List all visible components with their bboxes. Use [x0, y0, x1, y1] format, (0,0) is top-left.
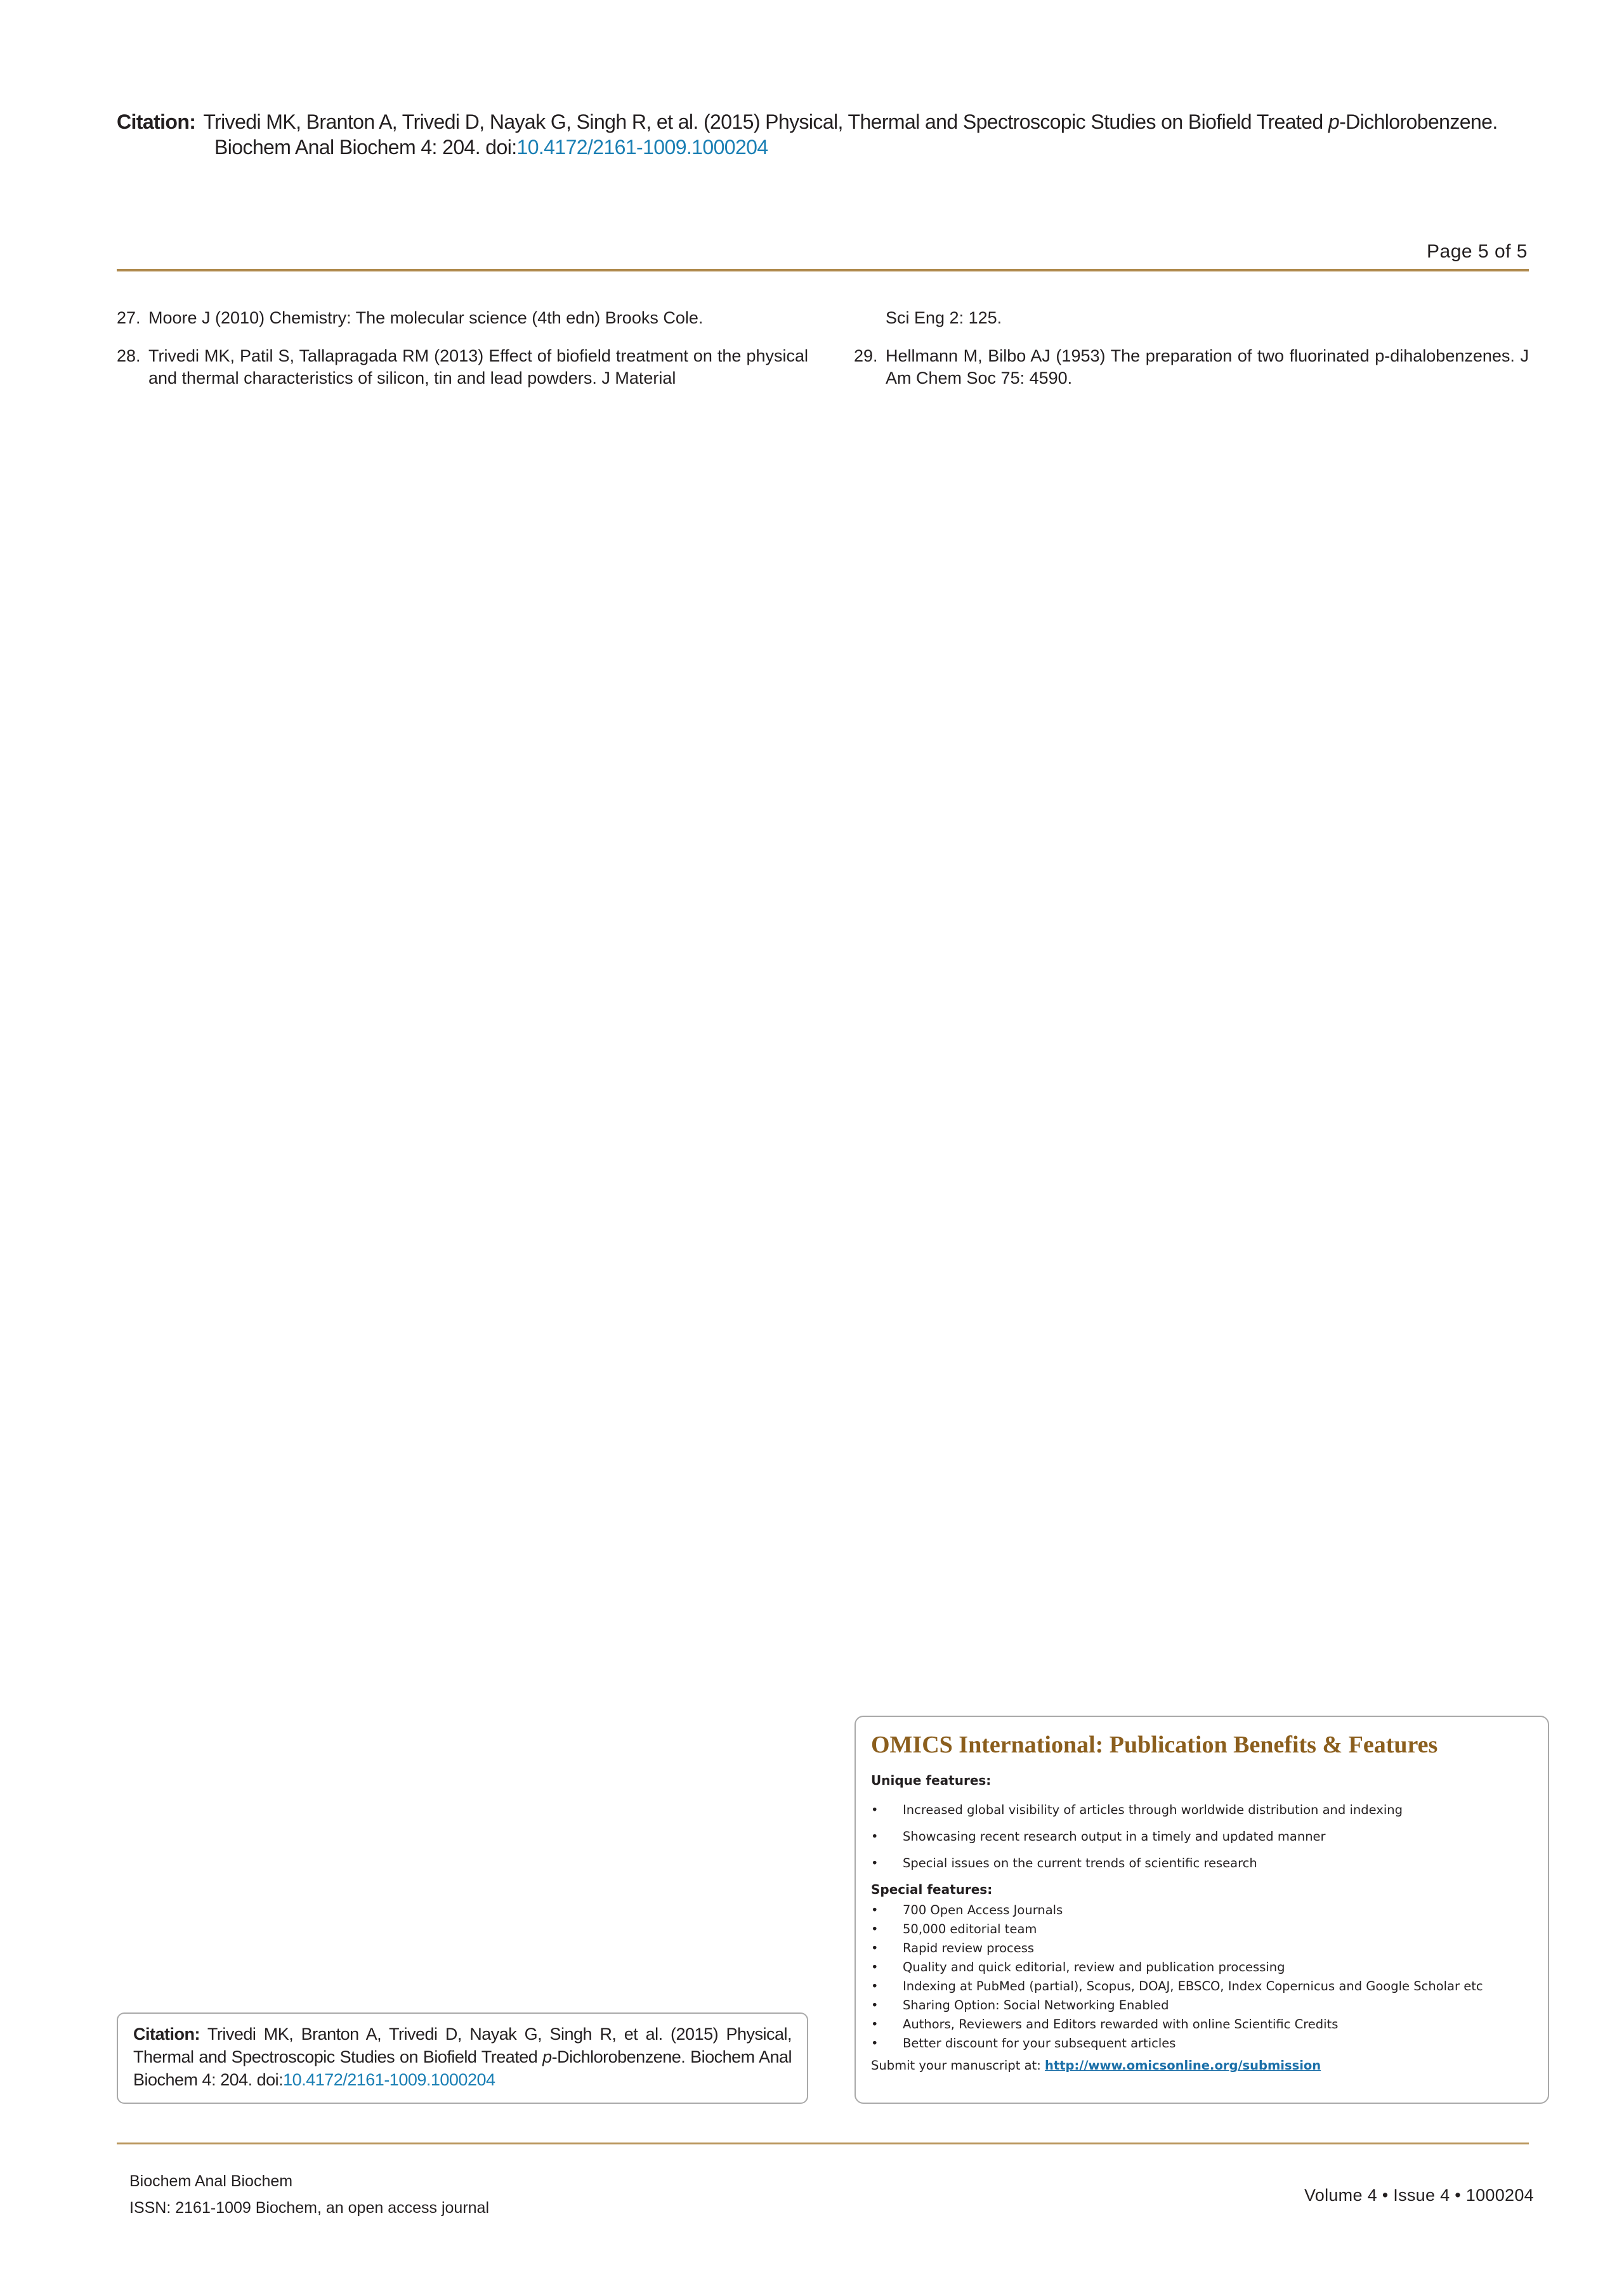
bullet-icon: • [871, 1979, 879, 1993]
reference-item [117, 345, 808, 389]
reference-text: Sci Eng 2: 125. [886, 308, 1002, 327]
list-item: • Indexing at PubMed (partial), Scopus, DOAJ, EBSCO, Index Copernicus and Google Scholar etc [871, 1977, 1533, 1996]
footer-issn: ISSN: 2161-1009 Biochem, an open access journal [129, 2199, 490, 2217]
references-left-column [117, 307, 808, 405]
doi-link[interactable]: 10.4172/2161-1009.1000204 [516, 136, 768, 159]
bullet-icon: • [871, 1856, 879, 1870]
bullet-icon: • [871, 1960, 879, 1974]
unique-features-heading: Unique features: [871, 1773, 992, 1788]
bullet-icon: • [871, 1941, 879, 1955]
omics-benefits-box [855, 1716, 1549, 2104]
bullet-icon: • [871, 1998, 879, 2012]
reference-item [117, 307, 808, 329]
references-right-column [854, 307, 1529, 405]
footer-volume: Volume 4 • Issue 4 • 1000204 [1304, 2186, 1534, 2205]
citation-line-1 [117, 109, 1544, 134]
citation-text-end: -Dichlorobenzene. [1339, 110, 1498, 133]
list-item: • 50,000 editorial team [871, 1920, 1533, 1939]
list-item: • Showcasing recent research output in a timely and updated manner [871, 1823, 1533, 1850]
list-item: • Authors, Reviewers and Editors rewarded with online Scientific Credits [871, 2015, 1533, 2034]
bullet-icon: • [871, 1829, 879, 1844]
doi-link[interactable]: 10.4172/2161-1009.1000204 [283, 2070, 495, 2089]
list-item: • Quality and quick editorial, review and publication processing [871, 1958, 1533, 1977]
special-features-list [871, 1901, 1533, 2053]
citation-text: Trivedi MK, Branton A, Trivedi D, Nayak G, Singh R, et al. (2015) Physical, Thermal and Spectroscopic Studies on Biofield Treated [133, 2025, 792, 2066]
citation-text: Trivedi MK, Branton A, Trivedi D, Nayak G, Singh R, et al. (2015) Physical, Thermal and Spectroscopic Studies on Biofield Treated [203, 110, 1328, 133]
top-citation [117, 109, 1544, 160]
list-item: • Better discount for your subsequent articles [871, 2034, 1533, 2053]
footer-rule [117, 2143, 1529, 2144]
special-features-heading: Special features: [871, 1882, 993, 1897]
bullet-icon: • [871, 1803, 879, 1817]
bullet-icon: • [871, 1922, 879, 1936]
bullet-icon: • [871, 2017, 879, 2032]
list-item: • Increased global visibility of articles through worldwide distribution and indexing [871, 1797, 1533, 1823]
reference-text: Trivedi MK, Patil S, Tallapragada RM (2013) Effect of biofield treatment on the physical and thermal characteristics of silicon, tin and lead powders. J Material [148, 346, 808, 388]
citation-italic: p [542, 2047, 552, 2066]
list-item: • Special issues on the current trends of scientific research [871, 1850, 1533, 1877]
reference-number: 28. [117, 346, 141, 365]
bullet-icon: • [871, 1903, 879, 1917]
citation-journal: Biochem Anal Biochem 4: 204. doi: [214, 136, 517, 159]
citation-label: Citation: [117, 110, 196, 133]
reference-item [854, 345, 1529, 389]
submission-link[interactable]: http://www.omicsonline.org/submission [1044, 2058, 1321, 2073]
submit-line [871, 2056, 1533, 2076]
reference-text: Hellmann M, Bilbo AJ (1953) The preparation of two fluorinated p-dihalobenzenes. J Am Chem Soc 75: 4590. [886, 346, 1529, 388]
footer-left [129, 2168, 489, 2221]
bullet-icon: • [871, 2036, 879, 2051]
citation-text-end: -Dichlorobenzene. Biochem Anal Biochem 4: 204. doi: [133, 2047, 792, 2089]
list-item: • Rapid review process [871, 1939, 1533, 1958]
reference-number: 27. [117, 308, 141, 327]
reference-text: Moore J (2010) Chemistry: The molecular science (4th edn) Brooks Cole. [148, 308, 704, 327]
unique-features-list [871, 1797, 1533, 1877]
footer-journal: Biochem Anal Biochem [129, 2172, 293, 2190]
reference-continuation [854, 307, 1529, 329]
omics-title: OMICS International: Publication Benefits & Features [871, 1732, 1438, 1758]
header-rule [117, 269, 1529, 271]
citation-label: Citation: [133, 2025, 200, 2044]
list-item: • Sharing Option: Social Networking Enabled [871, 1996, 1533, 2015]
submit-label: Submit your manuscript at: [871, 2058, 1045, 2073]
list-item: • 700 Open Access Journals [871, 1901, 1533, 1920]
citation-line-2 [117, 134, 1544, 160]
page-number: Page 5 of 5 [1427, 241, 1528, 262]
citation-box [117, 2012, 808, 2104]
reference-number: 29. [854, 346, 878, 365]
citation-italic: p [1328, 110, 1340, 133]
